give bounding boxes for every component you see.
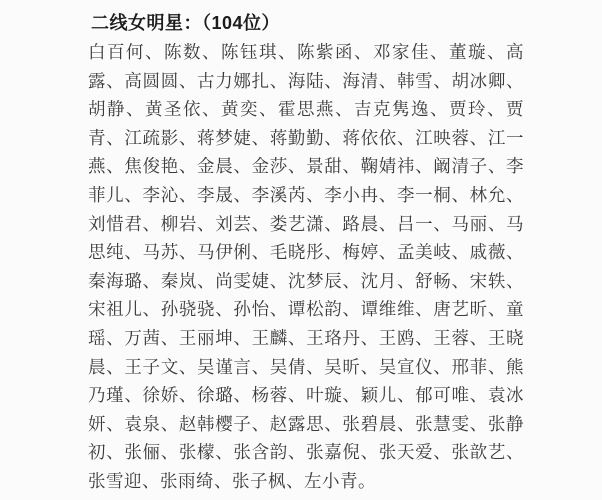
text-line: 张雪迎、张雨绮、张子枫、左小青。 — [88, 470, 376, 491]
text-line: 菲儿、李沁、李晟、李溪芮、李小冉、李一桐、林允、 — [88, 184, 524, 205]
text-line: 宋祖儿、孙骁骁、孙怡、谭松韵、谭维维、唐艺昕、童 — [88, 299, 524, 320]
text-line: 晨、王子文、吴谨言、吴倩、吴昕、吴宣仪、邢菲、熊 — [88, 356, 524, 377]
text-line: 白百何、陈数、陈钰琪、陈紫函、邓家佳、董璇、高 — [88, 42, 524, 62]
text-line: 胡静、黄圣依、黄奕、霍思燕、吉克隽逸、贾玲、贾 — [88, 99, 524, 120]
text-line: 乃瑾、徐娇、徐璐、杨蓉、叶璇、颖儿、郁可唯、袁冰 — [88, 385, 524, 406]
text-line: 秦海璐、秦岚、尚雯婕、沈梦辰、沈月、舒畅、宋轶、 — [88, 270, 524, 291]
text-line: 露、高圆圆、古力娜扎、海陆、海清、韩雪、胡冰卿、 — [88, 70, 524, 91]
text-line: 思纯、马苏、马伊俐、毛晓彤、梅婷、孟美岐、戚薇、 — [88, 242, 524, 263]
celebrity-name-list — [88, 38, 524, 496]
text-line: 刘惜君、柳岩、刘芸、娄艺潇、路晨、吕一、马丽、马 — [88, 213, 524, 234]
text-line: 瑶、万茜、王丽坤、王麟、王珞丹、王鸥、王蓉、王晓 — [88, 327, 524, 348]
list-title: 二线女明星：（104位） — [91, 13, 281, 33]
text-line: 青、江疏影、蒋梦婕、蒋勤勤、蒋依依、江映蓉、江一 — [88, 127, 524, 148]
text-line: 初、张俪、张檬、张含韵、张嘉倪、张天爱、张歆艺、 — [88, 442, 524, 463]
text-line: 燕、焦俊艳、金晨、金莎、景甜、鞠婧祎、阚清子、李 — [88, 156, 524, 177]
text-line: 妍、袁泉、赵韩樱子、赵露思、张碧晨、张慧雯、张静 — [88, 413, 524, 434]
